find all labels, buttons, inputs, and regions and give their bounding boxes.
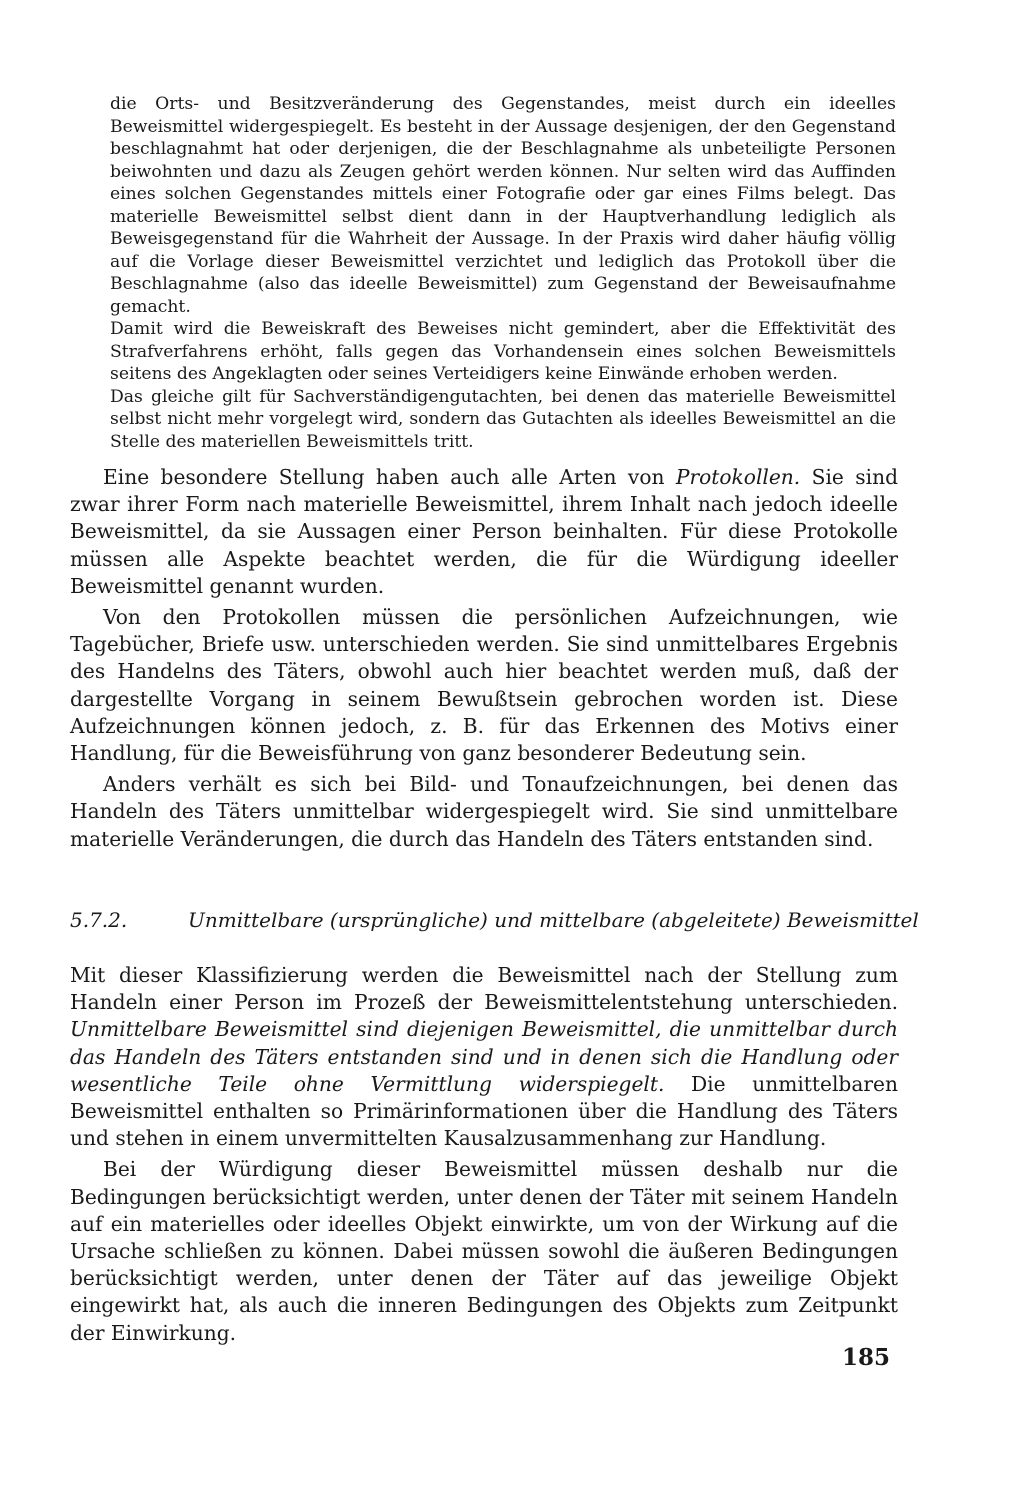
section-number: 5.7.2.	[70, 908, 128, 932]
section-unmittelbar	[70, 962, 898, 1351]
italic-term: Protokollen.	[675, 465, 801, 489]
section-title: Unmittelbare (ursprüngliche) und mittelbare (abgeleitete) Beweismittel	[188, 908, 919, 932]
quote-paragraph: Damit wird die Beweiskraft des Beweises nicht gemindert, aber die Effektivität des Strafverfahrens erhöht, falls gegen das Vorhandensein eines solchen Beweismittels seitens des Angeklagten oder seines Verteidigers keine Einwände erhoben werden.	[110, 319, 896, 384]
text-run: Die unmittelbaren Beweismittel enthalten so Primärinformationen über die Handlung des Täters und stehen in einem unvermittelten Kausalzusammenhang zur Handlung.	[70, 1071, 898, 1151]
body-paragraph	[70, 962, 898, 1152]
book-page	[70, 0, 919, 1506]
page-number: 185	[841, 1344, 890, 1371]
text-run: Eine besondere Stellung haben auch alle Arten von	[103, 465, 676, 489]
quote-paragraph: die Orts- und Besitzveränderung des Gegenstandes, meist durch ein ideelles Beweismittel widergespiegelt. Es besteht in der Aussage desjenigen, der den Gegenstand beschlagnahmt hat oder derjenigen, die der Beschlagnahme als unbeteiligte Personen beiwohnten und dazu als Zeugen gehört werden können. Nur selten wird das Auffinden eines solchen Gegenstandes mittels einer Fotografie oder gar eines Films belegt. Das materielle Beweismittel selbst dient dann in der Hauptverhandlung lediglich als Beweisgegenstand für die Wahrheit der Aussage. In der Praxis wird daher häufig völlig auf die Vorlage dieser Beweismittel verzichtet und lediglich das Protokoll über die Beschlagnahme (also das ideelle Beweismittel) zum Gegenstand der Beweisaufnahme gemacht.	[110, 94, 896, 317]
text-run: Sie sind zwar ihrer Form nach materielle Beweismittel, ihrem Inhalt nach jedoch ideelle Beweismittel, da sie Aussagen einer Person beinhalten. Für diese Protokolle müssen alle Aspekte beachtet werden, die für die Würdigung ideeller Beweismittel genannt wurden.	[70, 465, 899, 598]
body-paragraph: Anders verhält es sich bei Bild- und Tonaufzeichnungen, bei denen das Handeln des Täters unmittelbar widergespiegelt wird. Sie sind unmittelbare materielle Veränderungen, die durch das Handeln des Täters entstanden sind.	[70, 772, 898, 851]
body-paragraph: Bei der Würdigung dieser Beweismittel müssen deshalb nur die Bedingungen berücksichtigt werden, unter denen der Täter mit seinem Handeln auf ein materielles oder ideelles Objekt einwirkte, um von der Wirkung auf die Ursache schließen zu können. Dabei müssen sowohl die äußeren Bedingungen berücksichtigt werden, unter denen der Täter auf das jeweilige Objekt eingewirkt hat, als auch die inneren Bedingungen des Objekts zum Zeitpunkt der Einwirkung.	[70, 1157, 898, 1345]
body-paragraph: Von den Protokollen müssen die persönlichen Aufzeichnungen, wie Tagebücher, Briefe usw. unterschieden werden. Sie sind unmittelbares Ergebnis des Handelns des Täters, obwohl auch hier beachtet werden muß, daß der dargestellte Vorgang in seinem Bewußtsein gebrochen worden ist. Diese Aufzeichnungen können jedoch, z. B. für das Erkennen des Motivs einer Handlung, für die Beweisführung von ganz besonderer Bedeutung sein.	[70, 605, 898, 766]
italic-definition: Unmittelbare Beweismittel sind diejenigen Beweismittel, die unmittelbar durch das Handeln des Täters entstanden sind und in denen sich die Handlung oder wesentliche Teile ohne Vermittlung widerspiegelt.	[70, 1017, 898, 1096]
text-run: Mit dieser Klassifizierung werden die Beweismittel nach der Stellung zum Handeln einer Person im Prozeß der Beweismittelentstehung unterschieden.	[70, 963, 898, 1015]
body-paragraph	[70, 464, 898, 600]
quote-block	[110, 93, 896, 453]
section-protokolle	[70, 464, 898, 857]
section-heading	[70, 908, 919, 932]
quote-paragraph: Das gleiche gilt für Sachverständigengutachten, bei denen das materielle Beweismittel selbst nicht mehr vorgelegt wird, sondern das Gutachten als ideelles Beweismittel an die Stelle des materiellen Beweismittels tritt.	[110, 386, 896, 452]
